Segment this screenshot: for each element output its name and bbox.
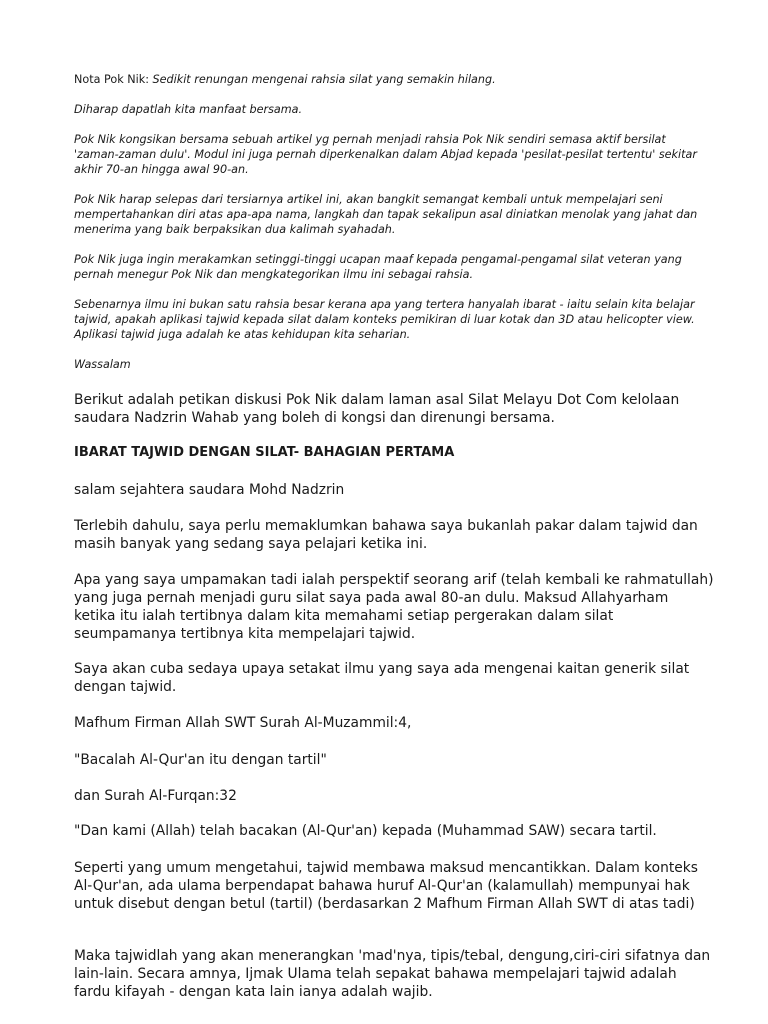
lead-paragraph: Berikut adalah petikan diskusi Pok Nik dalam laman asal Silat Melayu Dot Com kelolaan saudara Nadzrin Wahab yang boleh di kongsi dan direnungi bersama.	[74, 392, 680, 426]
note-text: Sedikit renungan mengenai rahsia silat yang semakin hilang.	[152, 73, 496, 86]
body-paragraph: "Bacalah Al-Qur'an itu dengan tartil"	[74, 752, 327, 768]
body-paragraph: "Dan kami (Allah) telah bacakan (Al-Qur'an) kepada (Muhammad SAW) secara tartil.	[74, 823, 657, 839]
note-label: Nota Pok Nik:	[74, 73, 149, 86]
body-paragraph: Terlebih dahulu, saya perlu memaklumkan bahawa saya bukanlah pakar dalam tajwid dan masih banyak yang sedang saya pelajari ketika ini.	[74, 518, 698, 552]
body-paragraph: Mafhum Firman Allah SWT Surah Al-Muzammil:4,	[74, 715, 412, 731]
intro-paragraph: Pok Nik harap selepas dari tersiarnya artikel ini, akan bangkit semangat kembali untuk mempelajari seni mempertahankan diri atas apa-apa nama, langkah dan tapak sekalipun asal diniatkan menolak yang jahat dan menerima yang baik berpaksikan dua kalimah syahadah.	[74, 193, 698, 236]
body-paragraph: Maka tajwidlah yang akan menerangkan 'mad'nya, tipis/tebal, dengung,ciri-ciri sifatnya dan lain-lain. Secara amnya, Ijmak Ulama telah sepakat bahawa mempelajari tajwid adalah fardu kifayah - dengan kata lain ianya adalah wajib.	[74, 948, 711, 1000]
intro-paragraph: Sebenarnya ilmu ini bukan satu rahsia besar kerana apa yang tertera hanyalah ibarat - iaitu selain kita belajar tajwid, apakah aplikasi tajwid kepada silat dalam konteks pemikiran di luar kotak dan 3D atau helicopter view. Aplikasi tajwid juga adalah ke atas kehidupan kita seharian.	[74, 298, 695, 341]
body-paragraph: salam sejahtera saudara Mohd Nadzrin	[74, 482, 345, 498]
note-paragraph	[74, 72, 714, 87]
body-paragraph: Saya akan cuba sedaya upaya setakat ilmu yang saya ada mengenai kaitan generik silat dengan tajwid.	[74, 661, 690, 695]
intro-paragraph: Pok Nik juga ingin merakamkan setinggi-tinggi ucapan maaf kepada pengamal-pengamal silat veteran yang pernah menegur Pok Nik dan mengkategorikan ilmu ini sebagai rahsia.	[74, 253, 682, 281]
body-paragraph: dan Surah Al-Furqan:32	[74, 788, 237, 804]
intro-paragraph: Pok Nik kongsikan bersama sebuah artikel yg pernah menjadi rahsia Pok Nik sendiri semasa aktif bersilat 'zaman-zaman dulu'. Modul ini juga pernah diperkenalkan dalam Abjad kepada 'pesilat-pesilat tertentu' sekitar akhir 70-an hingga awal 90-an.	[74, 133, 697, 176]
body-paragraph: Seperti yang umum mengetahui, tajwid membawa maksud mencantikkan. Dalam konteks Al-Qur'an, ada ulama berpendapat bahawa huruf Al-Qur'an (kalamullah) mempunyai hak untuk disebut dengan betul (tartil) (berdasarkan 2 Mafhum Firman Allah SWT di atas tadi)	[74, 860, 698, 912]
intro-paragraph: Diharap dapatlah kita manfaat bersama.	[74, 103, 303, 116]
wassalam-line: Wassalam	[74, 358, 131, 371]
section-heading: IBARAT TAJWID DENGAN SILAT- BAHAGIAN PERTAMA	[74, 445, 455, 460]
body-paragraph: Apa yang saya umpamakan tadi ialah perspektif seorang arif (telah kembali ke rahmatullah) yang juga pernah menjadi guru silat saya pada awal 80-an dulu. Maksud Allahyarham ketika itu ialah tertibnya dalam kita memahami setiap pergerakan dalam silat seumpamanya tertibnya kita mempelajari tajwid.	[74, 572, 714, 642]
